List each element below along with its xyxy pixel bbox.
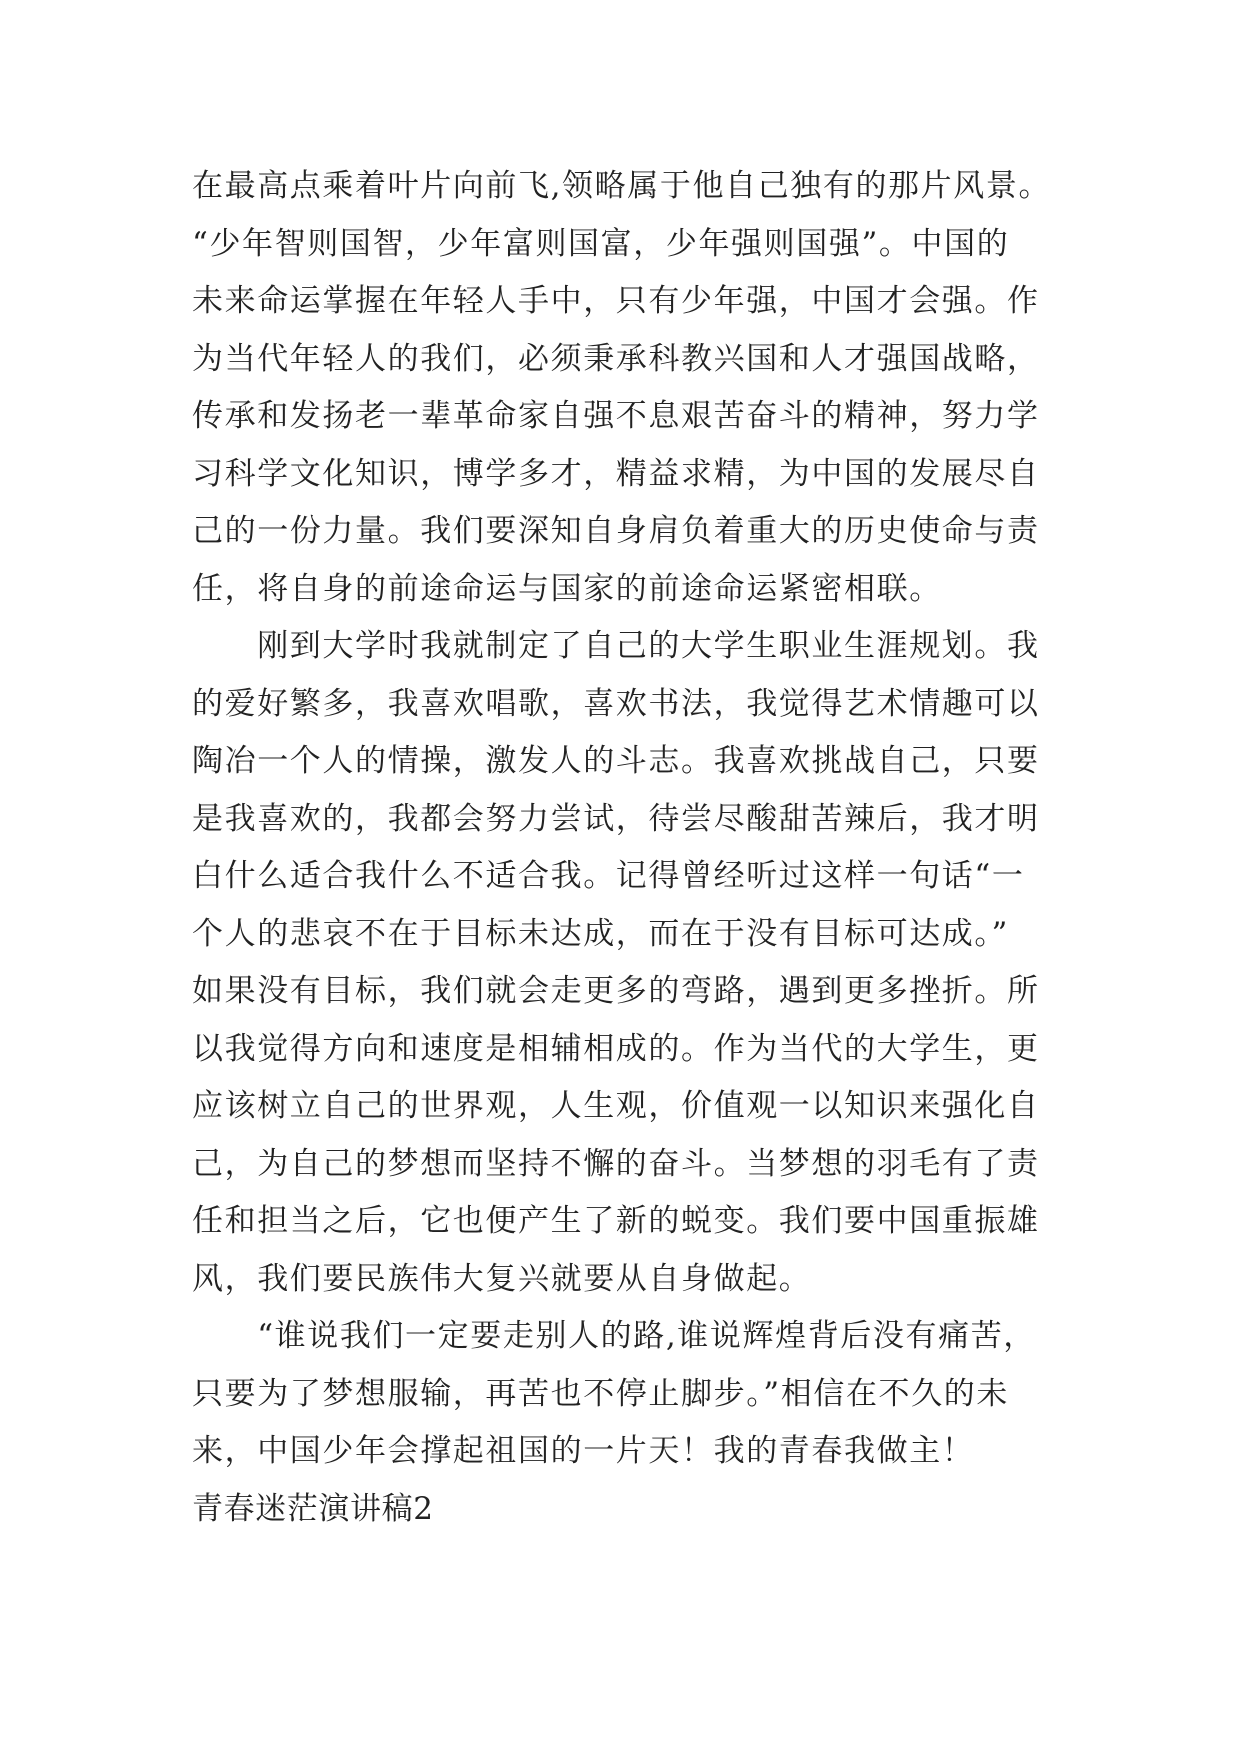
text-line: 己的一份力量。我们要深知自身肩负着重大的历史使命与责	[192, 513, 1040, 549]
text-line: 只要为了梦想服输，再苦也不停止脚步。”相信在不久的未	[192, 1375, 1009, 1412]
text-line: 以我觉得方向和速度是相辅相成的。作为当代的大学生，更	[192, 1030, 1040, 1067]
section-title: 青春迷茫演讲稿2	[192, 1490, 434, 1527]
text-line: 应该树立自己的世界观，人生观，价值观一以知识来强化自	[192, 1088, 1040, 1124]
text-line: 陶冶一个人的情操，激发人的斗志。我喜欢挑战自己，只要	[192, 743, 1040, 779]
text-line: 的爱好繁多，我喜欢唱歌，喜欢书法，我觉得艺术情趣可以	[192, 685, 1040, 722]
text-line: 传承和发扬老一辈革命家自强不息艰苦奋斗的精神，努力学	[192, 398, 1040, 434]
text-line: 来，中国少年会撑起祖国的一片天！我的青春我做主！	[192, 1433, 975, 1469]
text-line: 刚到大学时我就制定了自己的大学生职业生涯规划。我	[192, 628, 1040, 664]
text-line: “少年智则国智，少年富则国富，少年强则国强”。中国的	[192, 225, 1010, 262]
text-line: 风，我们要民族伟大复兴就要从自身做起。	[192, 1260, 812, 1297]
text-line: 是我喜欢的，我都会努力尝试，待尝尽酸甜苦辣后，我才明	[192, 800, 1040, 837]
text-line: 如果没有目标，我们就会走更多的弯路，遇到更多挫折。所	[192, 973, 1040, 1009]
text-line: 己，为自己的梦想而坚持不懈的奋斗。当梦想的羽毛有了责	[192, 1145, 1040, 1182]
text-line: “谁说我们一定要走别人的路,谁说辉煌背后没有痛苦，	[192, 1318, 1036, 1354]
text-line: 个人的悲哀不在于目标未达成，而在于没有目标可达成。”	[192, 915, 1009, 952]
body-text	[192, 158, 1092, 1538]
text-line: 习科学文化知识，博学多才，精益求精，为中国的发展尽自	[192, 455, 1040, 492]
text-line: 未来命运掌握在年轻人手中，只有少年强，中国才会强。作	[192, 283, 1040, 319]
text-line: 在最高点乘着叶片向前飞,领略属于他自己独有的那片风景。	[192, 168, 1052, 204]
text-line: 白什么适合我什么不适合我。记得曾经听过这样一句话“一	[192, 858, 1025, 894]
text-line: 为当代年轻人的我们，必须秉承科教兴国和人才强国战略，	[192, 340, 1040, 377]
text-line: 任和担当之后，它也便产生了新的蜕变。我们要中国重振雄	[192, 1203, 1040, 1239]
text-line: 任，将自身的前途命运与国家的前途命运紧密相联。	[192, 570, 942, 607]
